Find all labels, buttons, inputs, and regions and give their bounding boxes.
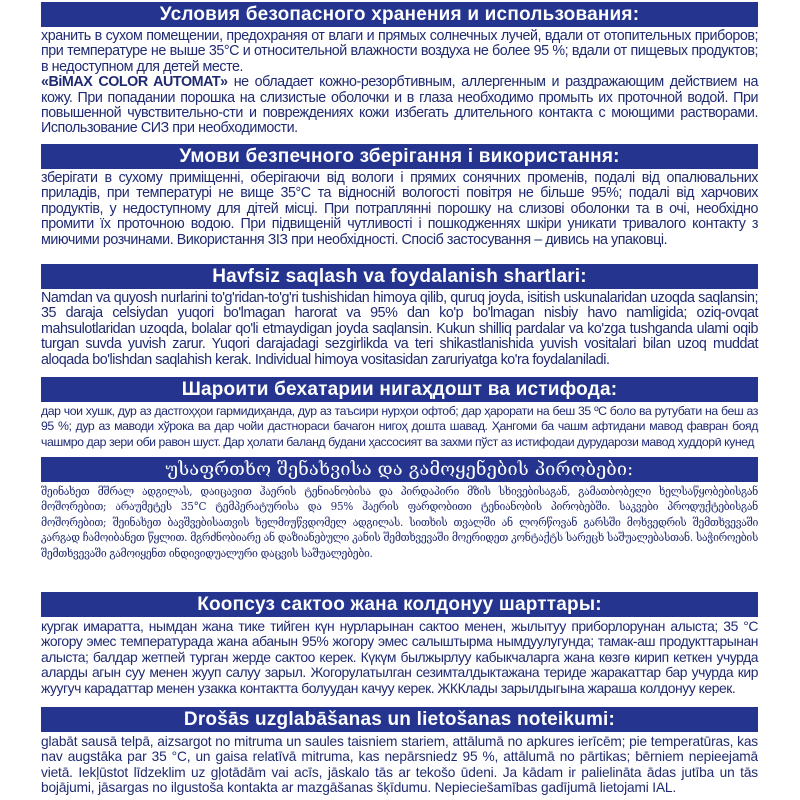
section-paragraph: შეინახეთ მშრალ ადგილას, დაიცავით ჰაერის ტენიანობისა და პირდაპირი მზის სხივებისაგან, გამათბობელი ხელსაწყობებისგან მოშორებით; არაუმეტეს 35°C ტემპერატურისა და 95% ჰაერის ფარდობითი ტენიანობის პირობებში. საკვები პროდუქტებისგან მოშორებით; შეინახეთ ბავშვებისათვის ხელმიუწვდომელ ადგილას. სითხის თვალში ან ლორწოვან გარსში მოხვედრის შემთხვევაში კარგად ჩამოიბანეთ წყლით. მგრძნობიარე ან დაზიანებული კანის შემთხვევაში მოერიდეთ კონტაქტს სარეცხ საშუალებასთან. საჭიროების შემთხვევაში გამოიყენთ ინდივიდუალური დაცვის საშუალებები. [41, 484, 758, 560]
section-title: Шароити бехатарии нигаҳдошт ва истифода: [41, 377, 758, 402]
section-paragraph: «BiMAX COLOR AUTOMAT» не обладает кожно-резорбтивным, аллергенным и раздражающим действием на кожу. При попадании порошка на слизистые оболочки и в глаза необходимо промыть их проточной водой. При повышенной чувствительно-сти и повреждениях кожи избегать длительного контакта с моющими растворами. Использование СИЗ при необходимости. [41, 74, 758, 137]
section-ky [41, 592, 758, 696]
section-paragraph: кургак имаратта, нымдан жана тике тийген күн нурларынан сактоо менен, жылытуу приборлорунан алыста; 35 °С жогору эмес температурада жана абанын 95% жогору эмес салыштырма нымдуулугунда; тамак-аш продукттарынан алыста; балдар жетпей турган жерде сактоо керек. Күкүм былжырлуу кабыкчаларга жана көзгө кирип кеткен учурда аларды агын суу менен жууп салуу зарыл. Жогорулатылган сезимталдыктажана териде жаракаттар бар учурда кир жуугуч карадаттар менен узакка контактта болуудан качуу керек. ЖККлады зарылдыгына жараша колдонуу керек. [41, 618, 758, 696]
section-paragraph: хранить в сухом помещении, предохраняя от влаги и прямых солнечных лучей, вдали от отопительных приборов; при температуре не выше 35°С и относительной влажности воздуха не более 95 %; вдали от пищевых продуктов; в недоступном для детей месте. [41, 28, 758, 75]
section-paragraph: Namdan va quyosh nurlarini to'g'ridan-to'g'ri tushishidan himoya qilib, quruq joyda, isitish uskunalaridan uzoqda saqlansin; 35 daraja celsiydan yuqori bo'lmagan harorat va 95% dan ko'p bo'lmagan nisbiy havo namligida; oziq-ovqat mahsulotlaridan uzoqda, bolalar qo'li etmaydigan joyda saqlansin. Kukun shilliq pardalar va ko'zga tushganda ulami oqib turgan suvda yuvish zarur. Yuqori darajadagi sezgirlikda va teri shikastlanishida yuvish vositalari bilan uzoq muddat aloqada bo'lishdan saqlahish kerak. Individual himoya vositasidan zaruriyatga ko'ra foydalaniladi. [41, 290, 758, 368]
section-title: Drošās uzglabāšanas un lietošanas noteikumi: [41, 707, 758, 732]
section-body [41, 404, 758, 450]
section-title: უსაფრთხო შენახვისა და გამოყენების პირობები: [41, 457, 758, 482]
section-title: Коопсуз сактоо жана колдонуу шарттары: [41, 592, 758, 617]
product-name: «BiMAX COLOR AUTOMAT» [41, 74, 228, 91]
section-title: Умови безпечного зберігання і використання: [41, 144, 758, 169]
section-title: Havfsiz saqlash va foydalanish shartlari: [41, 264, 758, 289]
section-paragraph: glabāt sausā telpā, aizsargot no mitruma un saules taisniem stariem, attālumā no apkures ierīcēm; pie temperatūras, kas nav augstāka par 35 °C, un gaisa relatīvā mitruma, kas nepārsniedz 95 %, attālumā no pārtikas; bērniem nepieejamā vietā. Iekļūstot līdzeklim uz gļotādām vai acīs, jāskalo tās ar tekošo ūdeni. Ja kādam ir palielināta ādas jutība un tās bojājumi, jāsargas no ilgustoša kontakta ar mazgāšanas šķīdumu. Nepieciešamības gadījumā lietojami IAL. [41, 734, 758, 796]
section-uz [41, 264, 758, 368]
section-body [41, 29, 758, 137]
section-paragraph: зберігати в сухому приміщенні, оберігаючи від вологи і прямих сонячних променів, подалі від опалювальних приладів, при температурі не вище 35°С та відносній вологості повітря не більше 95%; подалі від харчових продуктів, у недоступному для дітей місці. При потраплянні порошку на слизові оболонки та в очі, необхідно промити їх проточною водою. При підвищеній чутливості і пошкодженнях шкіри уникати тривалого контакту з миючими розчинами. Використання ЗІЗ при необхідності. Спосіб застосування – дивись на упаковці. [41, 170, 758, 248]
section-paragraph: дар чои хушк, дур аз дастгоҳҳои гармидиҳанда, дур аз таъсири нурҳои офтоб; дар ҳарорати на беш 35 ºС боло ва рутубати на беш аз 95 %; дур аз маводи хўрока ва дар чойи дастнораси бачагон нигоҳ дошта шавад. Ҳангоми ба чашм афтидани мавод фавран бояд чашмро дар зери оби равон шуст. Дар ҳолати баланд будани ҳассосият ва захми пўст аз истифодаи дурударози мавод худдорӣ кунед [41, 404, 758, 449]
section-lv [41, 707, 758, 796]
section-body [41, 619, 758, 696]
section-uk [41, 144, 758, 248]
section-title: Условия безопасного хранения и использования: [41, 2, 758, 27]
section-tg [41, 377, 758, 450]
section-ru [41, 2, 758, 137]
section-body [41, 484, 758, 561]
section-body [41, 291, 758, 368]
section-body [41, 734, 758, 796]
section-ka [41, 457, 758, 561]
section-body [41, 171, 758, 248]
